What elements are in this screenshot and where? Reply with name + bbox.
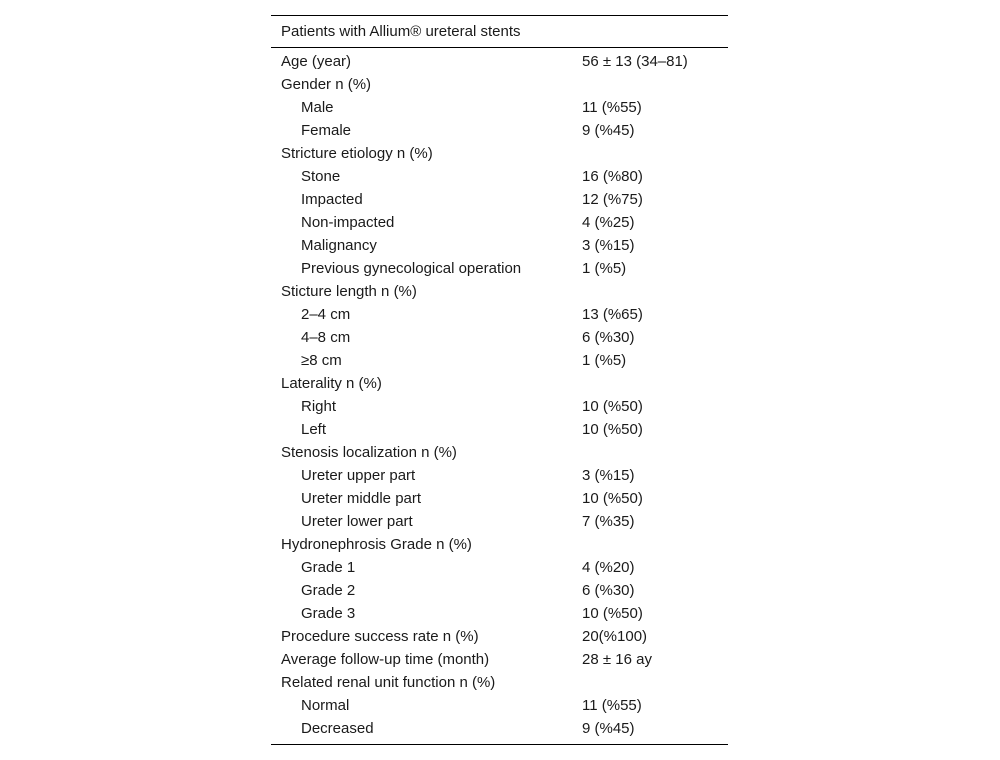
row-value: 11 (%55) bbox=[582, 99, 642, 116]
row-value: 11 (%55) bbox=[582, 697, 642, 714]
row-value: 9 (%45) bbox=[582, 720, 635, 737]
row-value: 12 (%75) bbox=[582, 191, 643, 208]
table-row bbox=[271, 372, 728, 395]
row-label: Previous gynecological operation bbox=[301, 260, 522, 277]
row-label: Ureter middle part bbox=[301, 490, 422, 507]
table-row bbox=[271, 694, 728, 717]
row-label: Decreased bbox=[301, 720, 374, 737]
row-label: Grade 1 bbox=[301, 559, 356, 576]
row-label: Grade 3 bbox=[301, 605, 356, 622]
row-value: 7 (%35) bbox=[582, 513, 635, 530]
table-row bbox=[271, 142, 728, 165]
table-row bbox=[271, 349, 728, 372]
row-value: 10 (%50) bbox=[582, 605, 643, 622]
table-body bbox=[271, 48, 728, 744]
table-row bbox=[271, 602, 728, 625]
row-label: Laterality n (%) bbox=[281, 375, 382, 392]
table-row bbox=[271, 234, 728, 257]
table-row bbox=[271, 96, 728, 119]
row-label: Male bbox=[301, 99, 334, 116]
row-value: 3 (%15) bbox=[582, 237, 635, 254]
row-label: Non-impacted bbox=[301, 214, 395, 231]
row-label: Stricture etiology n (%) bbox=[281, 145, 433, 162]
table-row bbox=[271, 625, 728, 648]
row-value: 4 (%25) bbox=[582, 214, 635, 231]
table-row bbox=[271, 119, 728, 142]
row-label: Normal bbox=[301, 697, 350, 714]
table-row bbox=[271, 510, 728, 533]
row-label: Hydronephrosis Grade n (%) bbox=[281, 536, 472, 553]
row-label: Stenosis localization n (%) bbox=[281, 444, 457, 461]
table-row bbox=[271, 579, 728, 602]
row-value: 10 (%50) bbox=[582, 421, 643, 438]
row-value: 10 (%50) bbox=[582, 490, 643, 507]
table-row bbox=[271, 533, 728, 556]
table-row bbox=[271, 671, 728, 694]
table-row bbox=[271, 165, 728, 188]
row-label: Procedure success rate n (%) bbox=[281, 628, 479, 645]
table-row bbox=[271, 257, 728, 280]
row-label: Average follow-up time (month) bbox=[281, 651, 490, 668]
table-row bbox=[271, 326, 728, 349]
row-label: 4–8 cm bbox=[301, 329, 351, 346]
row-value: 1 (%5) bbox=[582, 260, 627, 277]
table-row bbox=[271, 441, 728, 464]
table-bottom-rule bbox=[271, 744, 728, 745]
table-row bbox=[271, 73, 728, 96]
row-label: Related renal unit function n (%) bbox=[281, 674, 496, 691]
row-label: Gender n (%) bbox=[281, 76, 372, 93]
row-value: 16 (%80) bbox=[582, 168, 643, 185]
row-label: Female bbox=[301, 122, 352, 139]
table-row bbox=[271, 648, 728, 671]
row-label: Ureter upper part bbox=[301, 467, 416, 484]
patient-characteristics-table bbox=[271, 15, 728, 745]
row-label: Malignancy bbox=[301, 237, 377, 254]
row-value: 56 ± 13 (34–81) bbox=[582, 53, 688, 70]
row-label: Ureter lower part bbox=[301, 513, 413, 530]
table-row bbox=[271, 50, 728, 73]
row-value: 20(%100) bbox=[582, 628, 648, 645]
row-label: 2–4 cm bbox=[301, 306, 351, 323]
table-row bbox=[271, 188, 728, 211]
row-label: Impacted bbox=[301, 191, 363, 208]
table-row bbox=[271, 556, 728, 579]
row-label: Stone bbox=[301, 168, 341, 185]
row-value: 3 (%15) bbox=[582, 467, 635, 484]
row-label: ≥8 cm bbox=[301, 352, 342, 369]
table-row bbox=[271, 395, 728, 418]
table-header: Patients with Allium® ureteral stents bbox=[281, 23, 521, 40]
row-value: 13 (%65) bbox=[582, 306, 643, 323]
row-label: Right bbox=[301, 398, 337, 415]
row-value: 6 (%30) bbox=[582, 329, 635, 346]
table-row bbox=[271, 487, 728, 510]
table-row bbox=[271, 464, 728, 487]
table-row bbox=[271, 280, 728, 303]
table-row bbox=[271, 418, 728, 441]
row-label: Age (year) bbox=[281, 53, 352, 70]
row-value: 28 ± 16 ay bbox=[582, 651, 652, 668]
row-value: 6 (%30) bbox=[582, 582, 635, 599]
row-value: 1 (%5) bbox=[582, 352, 627, 369]
row-value: 4 (%20) bbox=[582, 559, 635, 576]
table-row bbox=[271, 717, 728, 740]
table-row bbox=[271, 303, 728, 326]
row-value: 10 (%50) bbox=[582, 398, 643, 415]
table-row bbox=[271, 211, 728, 234]
row-label: Sticture length n (%) bbox=[281, 283, 417, 300]
row-value: 9 (%45) bbox=[582, 122, 635, 139]
row-label: Grade 2 bbox=[301, 582, 356, 599]
row-label: Left bbox=[301, 421, 327, 438]
